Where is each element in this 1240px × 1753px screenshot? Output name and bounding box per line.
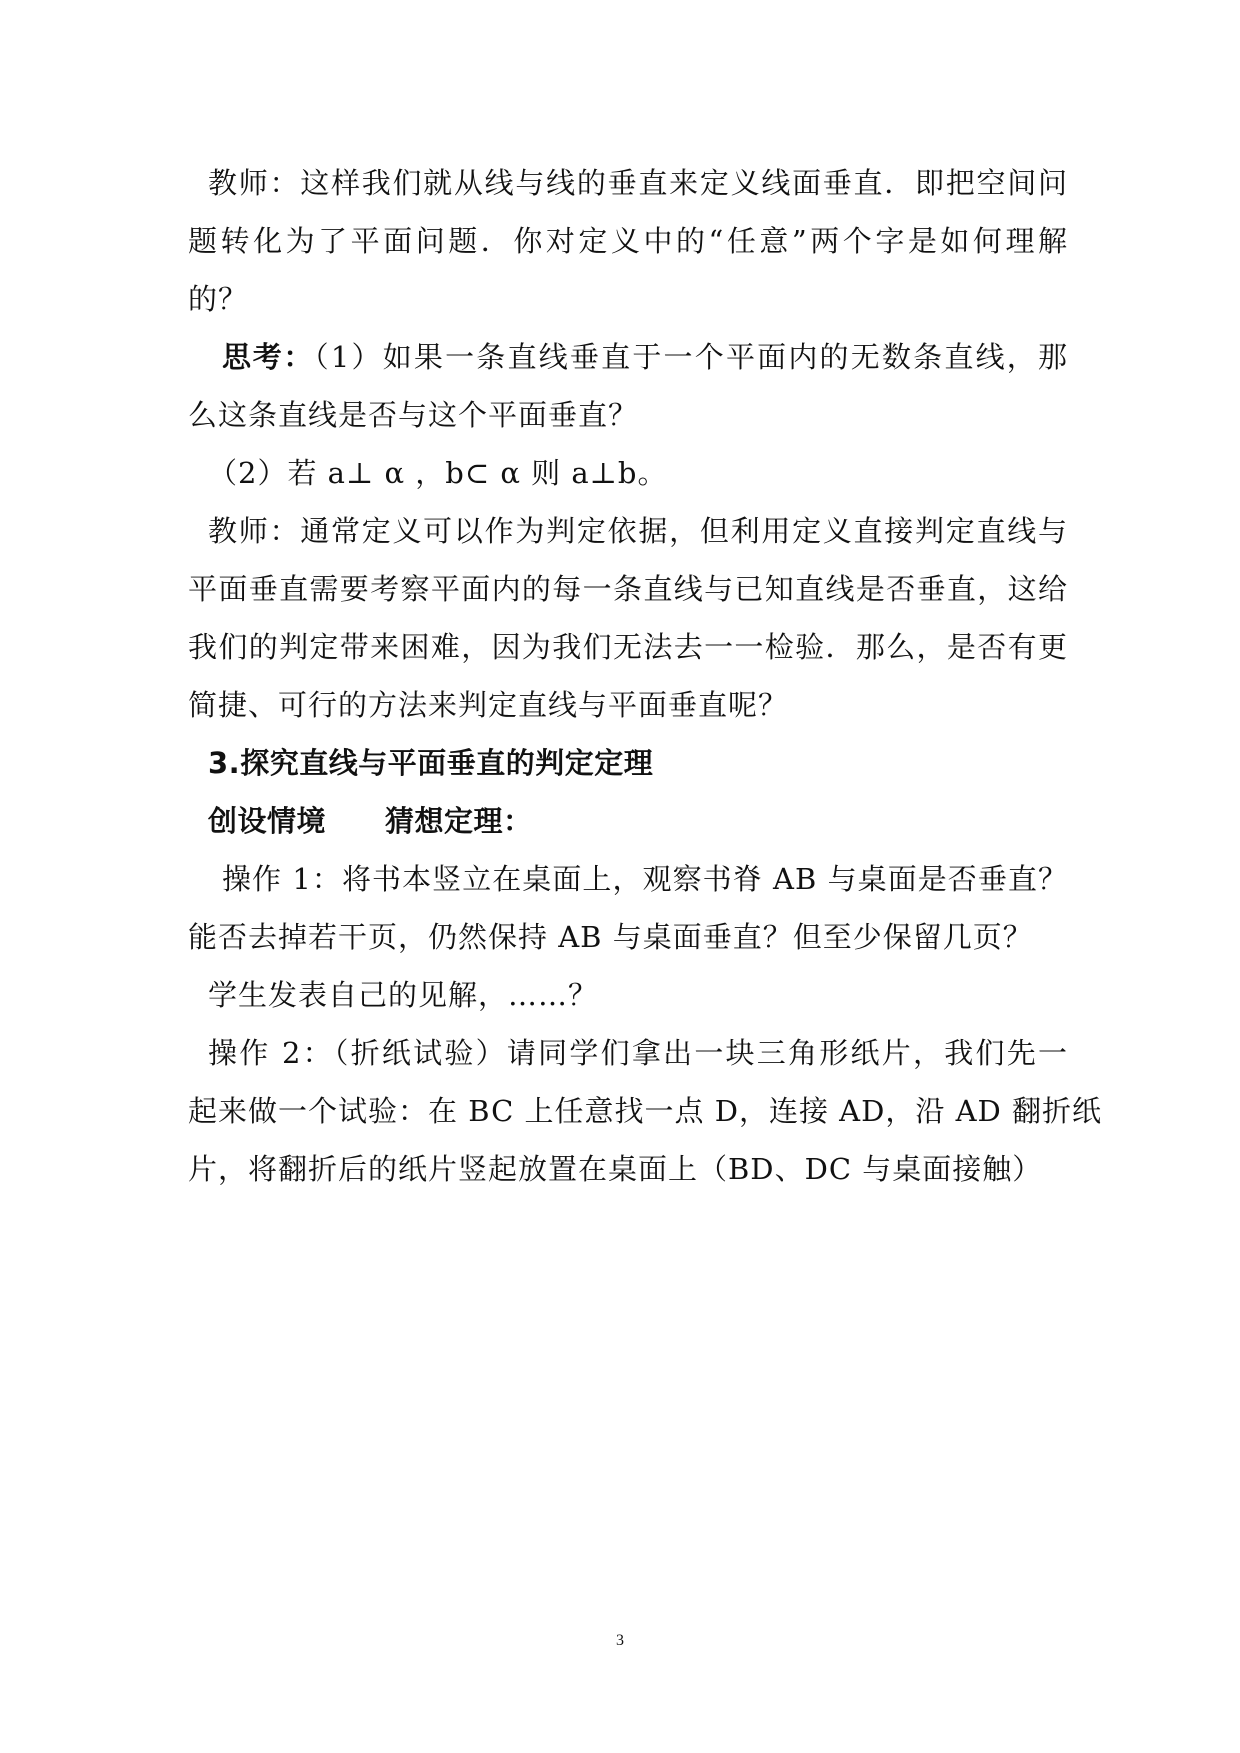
paragraph-teacher-2-line-2: 平面垂直需要考察平面内的每一条直线与已知直线是否垂直，这给 (188, 572, 1068, 606)
paragraph-teacher-1-line-1: 教师：这样我们就从线与线的垂直来定义线面垂直．即把空间问 (208, 166, 1068, 200)
operation-1-line-2: 能否去掉若干页，仍然保持 AB 与桌面垂直？但至少保留几页？ (188, 920, 1033, 954)
operation-2-line-2: 起来做一个试验：在 BC 上任意找一点 D，连接 AD，沿 AD 翻折纸 (188, 1094, 1102, 1128)
subheading-scenario: 创设情境 猜想定理： (208, 804, 533, 838)
think-question-1-part-1: （1）如果一条直线垂直于一个平面内的无数条直线，那 (314, 340, 1068, 374)
section-heading-3: 3.探究直线与平面垂直的判定定理 (208, 746, 654, 780)
operation-1-line-1: 操作 1：将书本竖立在桌面上，观察书脊 AB 与桌面是否垂直？ (222, 862, 1068, 896)
student-response: 学生发表自己的见解，……？ (208, 978, 599, 1012)
paragraph-teacher-2-line-4: 简捷、可行的方法来判定直线与平面垂直呢？ (188, 688, 789, 722)
paragraph-think-line-1 (222, 337, 1068, 377)
page-number: 3 (616, 1632, 624, 1649)
think-question-2: （2）若 a⊥ α ，b⊂ α 则 a⊥b。 (208, 456, 668, 490)
think-label: 思考： (222, 340, 315, 374)
paragraph-teacher-1-line-2: 题转化为了平面问题．你对定义中的“任意”两个字是如何理解 (188, 224, 1068, 258)
operation-2-line-3: 片，将翻折后的纸片竖起放置在桌面上（BD、DC 与桌面接触） (188, 1152, 1043, 1186)
paragraph-think-line-2: 么这条直线是否与这个平面垂直？ (188, 398, 639, 432)
paragraph-teacher-2-line-1: 教师：通常定义可以作为判定依据，但利用定义直接判定直线与 (208, 514, 1068, 548)
paragraph-teacher-2-line-3: 我们的判定带来困难，因为我们无法去一一检验．那么，是否有更 (188, 630, 1068, 664)
operation-2-line-1: 操作 2：（折纸试验）请同学们拿出一块三角形纸片，我们先一 (208, 1036, 1068, 1070)
paragraph-teacher-1-line-3: 的？ (188, 282, 249, 316)
